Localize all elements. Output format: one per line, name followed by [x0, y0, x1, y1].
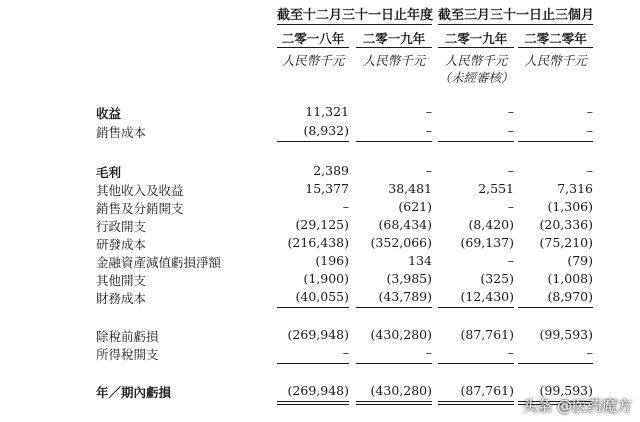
column-year: 二零一九年 [444, 31, 508, 46]
cell: – [342, 345, 349, 360]
cell: – [507, 199, 514, 214]
cell: (8,970) [547, 289, 593, 304]
subtotal-rule [356, 363, 432, 364]
cell: (325) [480, 271, 514, 286]
cell: (1,008) [547, 271, 593, 286]
cell: (43,789) [378, 289, 432, 304]
cell: – [586, 123, 593, 138]
row-label-gross-profit: 毛利 [96, 165, 122, 180]
header-group-rule [277, 24, 432, 25]
row-label-loss-for-period: 年／期內虧損 [96, 385, 172, 400]
cell: (269,948) [287, 383, 349, 398]
cell: – [425, 345, 432, 360]
subtotal-rule [438, 363, 514, 364]
cell: (3,985) [386, 271, 432, 286]
cell: (216,438) [287, 235, 349, 250]
cell: – [507, 123, 514, 138]
total-double-rule [356, 401, 432, 405]
row-label-impairment-losses: 金融資產減值虧損淨額 [96, 255, 222, 270]
cell: – [425, 123, 432, 138]
cell: (430,280) [370, 383, 432, 398]
cell: (99,593) [539, 383, 593, 398]
cell: (99,593) [539, 327, 593, 342]
cell: (352,066) [370, 235, 432, 250]
column-year: 二零一八年 [281, 31, 345, 46]
column-note-unaudited: （未經審核） [438, 70, 514, 85]
subtotal-rule [518, 307, 593, 308]
row-label-cost-of-sales: 銷售成本 [96, 125, 147, 140]
row-label-other-expenses: 其他開支 [96, 273, 147, 288]
row-label-finance-costs: 財務成本 [96, 291, 147, 306]
column-rule [518, 47, 593, 48]
cell: 15,377 [305, 181, 349, 196]
column-rule [438, 47, 514, 48]
column-rule [277, 47, 349, 48]
cell: – [586, 104, 593, 119]
cell: – [425, 163, 432, 178]
total-double-rule [438, 401, 514, 405]
cell: (196) [315, 253, 349, 268]
cell: (430,280) [370, 327, 432, 342]
header-group-rule [438, 24, 593, 25]
cell: (269,948) [287, 327, 349, 342]
header-group-annual: 截至十二月三十一日止年度 [277, 8, 434, 23]
subtotal-rule [356, 307, 432, 308]
row-label-revenue: 收益 [96, 106, 122, 121]
cell: – [342, 199, 349, 214]
row-label-income-tax: 所得稅開支 [96, 347, 159, 362]
cell: (87,761) [460, 383, 514, 398]
subtotal-rule [277, 141, 349, 142]
cell: – [425, 104, 432, 119]
column-year: 二零一九年 [362, 31, 426, 46]
cell: 7,316 [557, 181, 593, 196]
header-group-quarterly: 截至三月三十一日止三個月 [438, 8, 595, 23]
cell: 38,481 [388, 181, 432, 196]
row-label-loss-before-tax: 除稅前虧損 [96, 329, 159, 344]
cell: (87,761) [460, 327, 514, 342]
cell: – [507, 345, 514, 360]
cell: – [586, 345, 593, 360]
subtotal-rule [277, 307, 349, 308]
cell: 2,551 [478, 181, 514, 196]
row-label-admin-expenses: 行政開支 [96, 219, 147, 234]
cell: (1,306) [547, 199, 593, 214]
watermark: 头条 @医药魔方 [522, 397, 632, 415]
cell: (8,420) [468, 217, 514, 232]
subtotal-rule [518, 141, 593, 142]
cell: (40,055) [295, 289, 349, 304]
column-unit: 人民幣千元 [281, 53, 345, 68]
subtotal-rule [277, 363, 349, 364]
cell: – [507, 253, 514, 268]
cell: (20,336) [539, 217, 593, 232]
cell: (8,932) [303, 123, 349, 138]
cell: – [507, 104, 514, 119]
cell: 2,389 [313, 163, 349, 178]
cell: (1,900) [303, 271, 349, 286]
cell: (75,210) [539, 235, 593, 250]
cell: (69,137) [460, 235, 514, 250]
cell: – [507, 163, 514, 178]
column-rule [356, 47, 432, 48]
cell: (68,434) [378, 217, 432, 232]
row-label-selling-expenses: 銷售及分銷開支 [96, 201, 184, 216]
cell: 134 [408, 253, 432, 268]
cell: 11,321 [305, 104, 349, 119]
column-unit: 人民幣千元 [524, 53, 587, 68]
subtotal-rule [518, 363, 593, 364]
subtotal-rule [438, 307, 514, 308]
row-label-rd-costs: 研發成本 [96, 237, 147, 252]
cell: – [586, 163, 593, 178]
subtotal-rule [356, 141, 432, 142]
column-unit: 人民幣千元 [444, 53, 508, 68]
column-unit: 人民幣千元 [362, 53, 426, 68]
cell: (621) [398, 199, 432, 214]
cell: (29,125) [295, 217, 349, 232]
cell: (79) [567, 253, 593, 268]
subtotal-rule [438, 141, 514, 142]
total-double-rule [277, 401, 349, 405]
row-label-other-income: 其他收入及收益 [96, 183, 184, 198]
column-year: 二零二零年 [524, 31, 587, 46]
cell: (12,430) [460, 289, 514, 304]
